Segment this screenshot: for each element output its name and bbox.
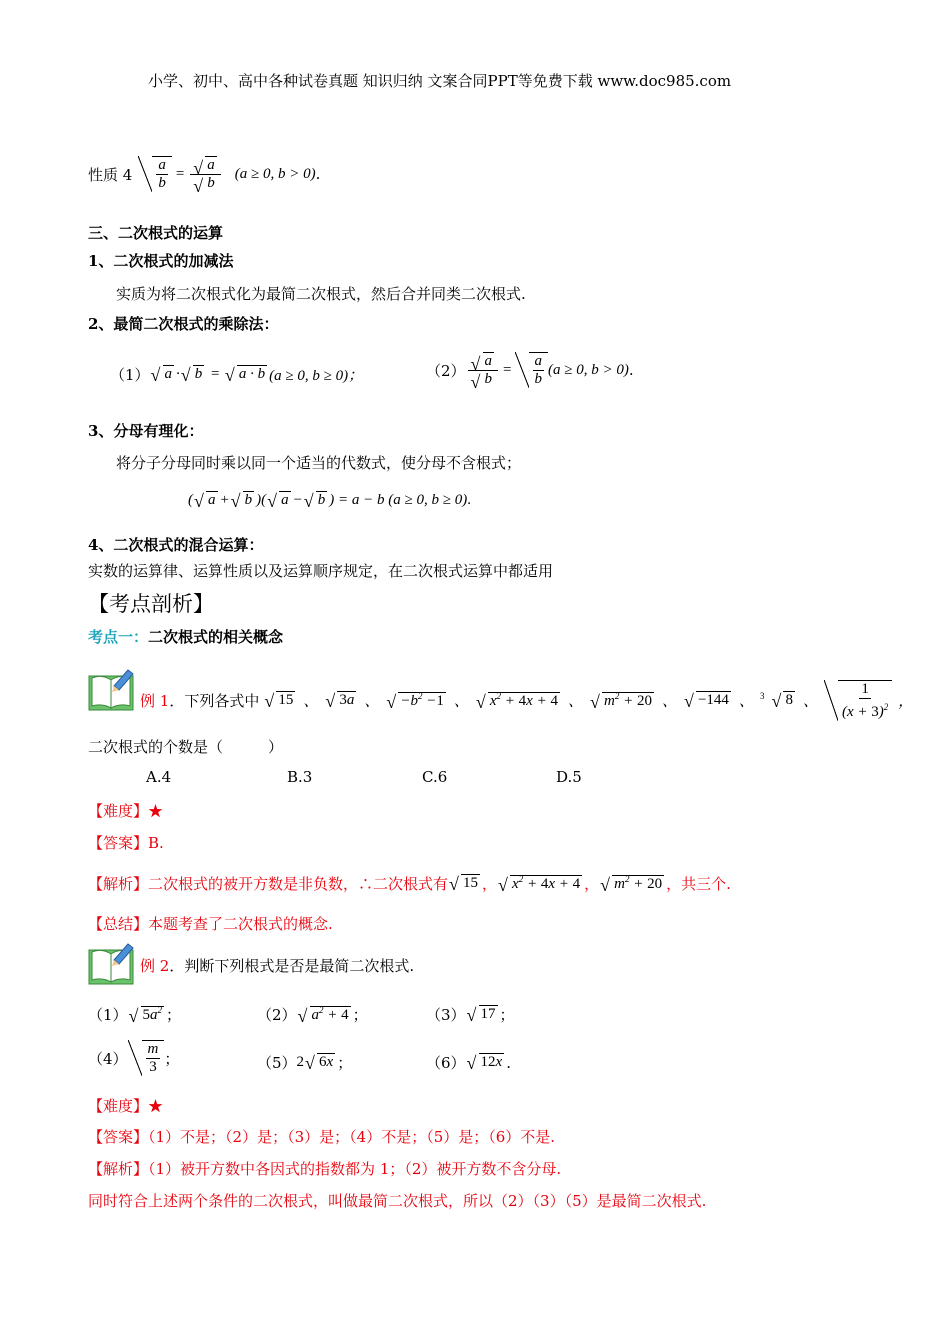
example-1-label: 例 1: [140, 692, 170, 710]
summary-text: 本题考查了二次根式的概念.: [148, 915, 333, 933]
subsection-3-title: 3、分母有理化：: [88, 422, 204, 440]
example-2-answer: [88, 1126, 555, 1147]
property-4-condition: (a ≥ 0, b > 0): [234, 165, 316, 182]
example-2-item-3: （3） √ 17 ；: [426, 1004, 515, 1025]
option-a[interactable]: A.4: [146, 768, 172, 786]
analysis-tail: ，共三个.: [666, 875, 731, 893]
example-2-item-4: （4） $\frac{m}{3}$ ；: [88, 1041, 180, 1075]
example-2-item-1: （1） √ $5a^2$ ；: [88, 1004, 181, 1025]
analysis-text: 二次根式的被开方数是非负数，∴二次根式有: [148, 875, 449, 893]
star-icon: ★: [148, 1097, 164, 1115]
example-1-expressions: √ 15 、 √ 3a 、 √ $-b^2 -1$ 、 √ $x^2 + 4x + 4$ 、 √ $m^2 + 20$ 、 √ −144 、 $^3$ √ 8 、 $\frac{1}{(x + 3)^2}$ ，: [263, 680, 913, 721]
divide-rule-label: （2）: [426, 361, 466, 380]
divide-rule-condition: (a ≥ 0, b > 0): [548, 361, 629, 378]
answer-text: B.: [148, 834, 164, 852]
property-4-rhs: √ a √ b: [190, 157, 221, 192]
analysis-text: （1）被开方数中各因式的指数都为 1；（2）被开方数不含分母.: [148, 1160, 562, 1178]
multiply-rule: （1） √ a ·√ b = √ a · b (a ≥ 0, b ≥ 0)；: [110, 364, 363, 385]
page-header: 小学、初中、高中各种试卷真题 知识归纳 文案合同PPT等免费下载 www.doc985.com: [148, 72, 732, 90]
item-label: （5）: [257, 1054, 297, 1072]
section-title: 三、二次根式的运算: [88, 224, 224, 242]
subsection-2-title: 2、最简二次根式的乘除法：: [88, 315, 279, 333]
property-4: 性质 4 $\frac{a}{b}$ = √ a √ b (a ≥ 0, b > 0) .: [88, 156, 320, 192]
rationalize-formula: (√ a +√ b )(√ a −√ b ) = a − b (a ≥ 0, b ≥ 0).: [188, 492, 471, 509]
example-2-question: [140, 955, 414, 976]
divide-rule: （2） √ a √ b = $\frac{a}{b}$ (a ≥ 0, b > 0) .: [426, 352, 634, 388]
option-c[interactable]: C.6: [422, 768, 448, 786]
difficulty-label: 【难度】: [88, 1097, 149, 1115]
item-label: （6）: [426, 1054, 466, 1072]
answer-text: （1）不是；（2）是；（3）是；（4）不是；（5）是；（6）不是.: [148, 1128, 556, 1146]
rationalize-formula-tail: = a − b (a ≥ 0, b ≥ 0): [338, 492, 468, 508]
example-2-item-6: （6） √ 12x .: [426, 1052, 511, 1073]
subsection-4-body: 实数的运算律、运算性质以及运算顺序规定，在二次根式运算中都适用: [88, 562, 554, 580]
subsection-3-body: 将分子分母同时乘以同一个适当的代数式，使分母不含根式；: [116, 454, 522, 472]
option-d[interactable]: D.5: [556, 768, 582, 786]
example-1-difficulty: [88, 800, 163, 821]
example-2-text: ．判断下列根式是否是最简二次根式.: [169, 957, 415, 975]
answer-label: 【答案】: [88, 834, 149, 852]
example-1-analysis: 【解析】 二次根式的被开方数是非负数，∴二次根式有 √ 15 ， √ $x^2 + 4x + 4$ ， √ $m^2 + 20$ ，共三个.: [88, 873, 731, 894]
item-label: （3）: [426, 1006, 466, 1024]
kaodian-1-prefix: 考点一：: [88, 628, 149, 646]
option-b[interactable]: B.3: [287, 768, 313, 786]
analysis-label: 【解析】: [88, 1160, 149, 1178]
kaodian-1-text: 二次根式的相关概念: [148, 628, 284, 646]
example-1-text: ．下列各式中: [169, 692, 260, 710]
item-label: （4）: [88, 1049, 128, 1068]
difficulty-label: 【难度】: [88, 802, 149, 820]
kaodian-1-title: [88, 626, 283, 647]
example-1-question: [140, 680, 913, 721]
item-label: （2）: [257, 1006, 297, 1024]
example-2-difficulty: [88, 1095, 163, 1116]
property-4-label: 性质 4: [88, 165, 133, 184]
multiply-rule-condition: (a ≥ 0, b ≥ 0)；: [269, 368, 364, 384]
example-2-item-5: （5） 2√ 6x ；: [257, 1052, 352, 1073]
multiply-rule-label: （1）: [110, 366, 150, 384]
property-4-sqrt-frac: $\frac{a}{b}$: [138, 156, 172, 192]
example-2-analysis: [88, 1158, 561, 1179]
kaodian-heading: 【考点剖析】: [88, 592, 214, 616]
subsection-1-title: 1、二次根式的加减法: [88, 252, 234, 270]
example-1-answer: [88, 832, 164, 853]
summary-label: 【总结】: [88, 915, 149, 933]
book-pencil-icon: [88, 666, 136, 712]
subsection-4-title: 4、二次根式的混合运算：: [88, 536, 264, 554]
answer-label: 【答案】: [88, 1128, 149, 1146]
example-2-analysis-2: 同时符合上述两个条件的二次根式，叫做最简二次根式，所以（2）（3）（5）是最简二次根式.: [88, 1192, 707, 1210]
subsection-1-body: 实质为将二次根式化为最简二次根式，然后合并同类二次根式.: [116, 285, 526, 303]
book-pencil-icon: [88, 940, 136, 986]
analysis-label: 【解析】: [88, 875, 149, 893]
example-2-label: 例 2: [140, 957, 170, 975]
star-icon: ★: [148, 802, 164, 820]
example-2-item-2: （2） √ $a^2 + 4$ ；: [257, 1004, 368, 1025]
example-1-summary: [88, 913, 333, 934]
example-1-question-2: 二次根式的个数是（ ）: [88, 738, 284, 756]
item-label: （1）: [88, 1006, 128, 1024]
